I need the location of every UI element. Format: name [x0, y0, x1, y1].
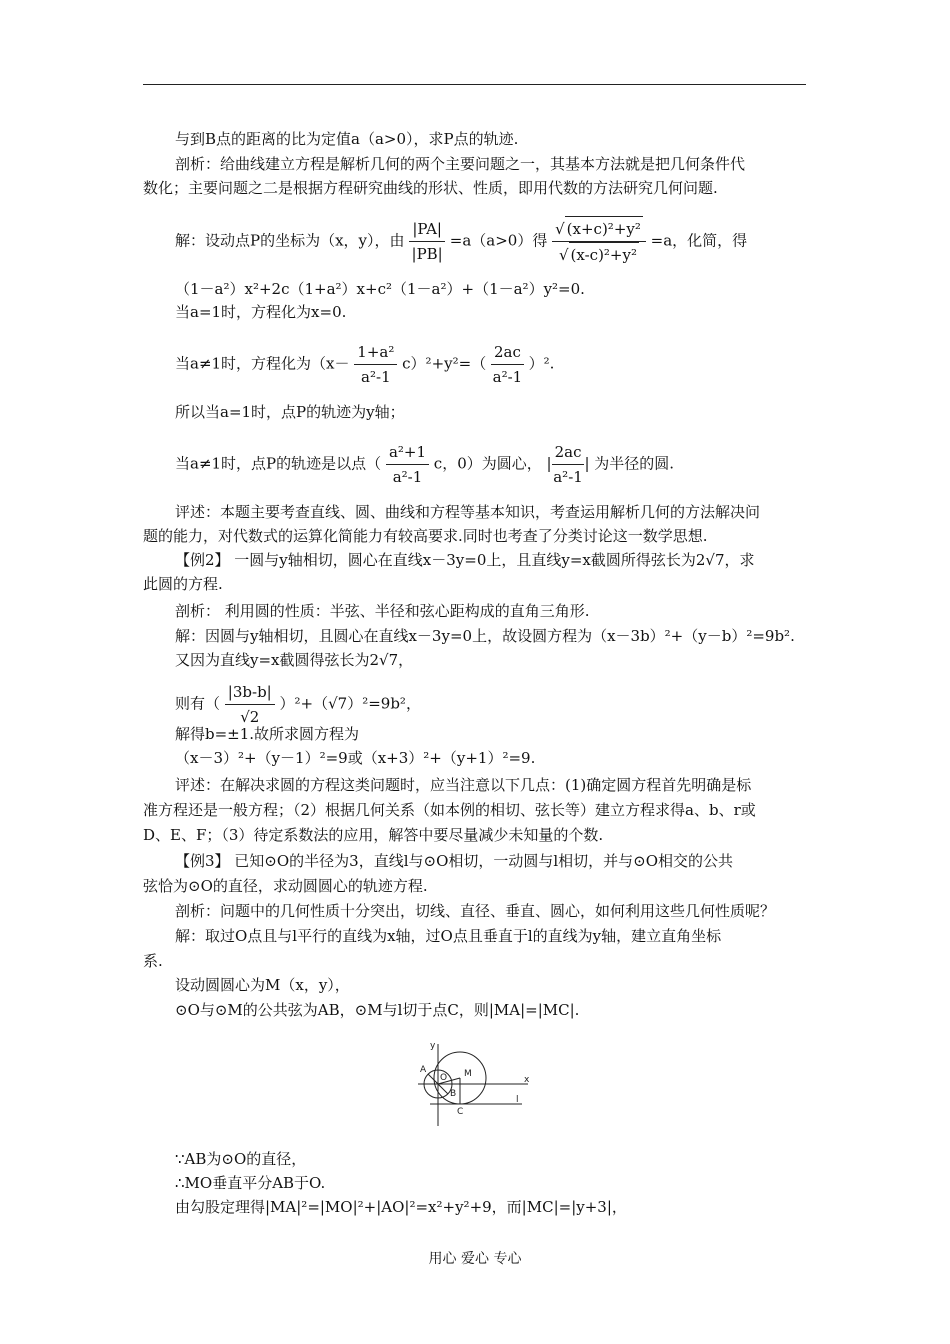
- text-line: 又因为直线y=x截圆得弦长为2√7，: [175, 651, 414, 669]
- label-o: O: [440, 1073, 448, 1083]
- text-segment: 解：设动点P的坐标为（x，y），由: [175, 231, 405, 250]
- text-line: D、E、F；（3）待定系数法的应用，解答中要尽量减少未知量的个数.: [143, 826, 604, 844]
- text-segment: 则有（: [175, 694, 221, 713]
- text-line: 解：取过O点且与l平行的直线为x轴，过O点且垂直于l的直线为y轴，建立直角坐标: [175, 927, 722, 945]
- label-l: l: [516, 1095, 519, 1105]
- text-line: ∴MO垂直平分AB于O.: [175, 1174, 326, 1192]
- text-line: 评述：在解决求圆的方程这类问题时，应当注意以下几点：(1)确定圆方程首先明确是标: [175, 776, 752, 794]
- label-c: C: [457, 1107, 464, 1117]
- text-line: 弦恰为⊙O的直径，求动圆圆心的轨迹方程.: [143, 877, 428, 895]
- equation-line: [175, 340, 554, 389]
- text-line: 所以当a=1时，点P的轨迹为y轴；: [175, 403, 405, 421]
- text-line: 解：因圆与y轴相切，且圆心在直线x－3y=0上，故设圆方程为（x－3b）²+（y－b）²=9b².: [175, 627, 795, 645]
- text-segment: =a（a>0）得: [449, 231, 548, 250]
- text-line: 题的能力，对代数式的运算化简能力有较高要求.同时也考查了分类讨论这一数学思想.: [143, 527, 708, 545]
- text-line: ⊙O与⊙M的公共弦为AB，⊙M与l切于点C，则|MA|=|MC|.: [175, 1001, 580, 1019]
- equation-line: 当a≠1时，点P的轨迹是以点（ $\frac{\text{a²+1}}{\text{a²-1}}$ c，0）为圆心， | $\frac{2ac}{\text{a²-1}}$ | 为半径的圆.: [175, 440, 674, 489]
- fraction-center: $\frac{\text{1+a²}}{\text{a²-1}}$: [354, 340, 397, 389]
- label-b: B: [450, 1089, 457, 1099]
- text-line: （x－3）²+（y－1）²=9或（x+3）²+（y+1）²=9.: [175, 749, 536, 767]
- text-segment: ）².: [528, 354, 555, 373]
- text-segment: 当a≠1时，方程化为（x－: [175, 354, 350, 373]
- label-y: y: [430, 1041, 436, 1051]
- text-line: 此圆的方程.: [143, 575, 223, 593]
- equation-line: [175, 680, 421, 729]
- text-line: （1－a²）x²+2c（1+a²）x+c²（1－a²）+（1－a²）y²=0.: [175, 280, 585, 298]
- text-line: 准方程还是一般方程；（2）根据几何关系（如本例的相切、弦长等）建立方程求得a、b、r或: [143, 801, 756, 819]
- page-footer: 用心 爱心 专心: [428, 1251, 522, 1267]
- text-line: 由勾股定理得|MA|²=|MO|²+|AO|²=x²+y²+9，而|MC|=|y+3|，: [175, 1198, 627, 1216]
- text-line: 评述：本题主要考查直线、圆、曲线和方程等基本知识，考查运用解析几何的方法解决问: [175, 503, 761, 521]
- text-line: 数化；主要问题之二是根据方程研究曲线的形状、性质，即用代数的方法研究几何问题.: [143, 179, 718, 197]
- solution-line: [175, 216, 747, 267]
- text-segment: ）²+（√7）²=9b²，: [279, 694, 421, 713]
- text-line: 剖析：问题中的几何性质十分突出，切线、直径、垂直、圆心，如何利用这些几何性质呢？: [175, 902, 776, 920]
- fraction-distance: $\frac{|3b-b|}{√2}$: [225, 680, 275, 729]
- text-segment: =a，化简，得: [650, 231, 748, 250]
- text-line: 系.: [143, 952, 163, 970]
- text-line: 解得b=±1.故所求圆方程为: [175, 725, 360, 743]
- example-heading: 【例3】 已知⊙O的半径为3，直线l与⊙O相切，一动圆与l相切，并与⊙O相交的公共: [175, 852, 734, 870]
- label-x: x: [524, 1075, 530, 1085]
- text-line: 设动圆圆心为M（x，y），: [175, 976, 350, 994]
- text-line: 与到B点的距离的比为定值a（a>0），求P点的轨迹.: [175, 130, 519, 148]
- text-segment: 为半径的圆.: [594, 454, 675, 473]
- text-line: 当a=1时，方程化为x=0.: [175, 303, 347, 321]
- fraction-radius: $\frac{2ac}{\text{a²-1}}$: [552, 440, 585, 489]
- text-segment: c，0）为圆心，: [433, 454, 542, 473]
- text-line: ∵AB为⊙O的直径，: [175, 1150, 307, 1168]
- fraction-radius: $\frac{2ac}{\text{a²-1}}$: [491, 340, 524, 389]
- header-rule: [143, 84, 806, 85]
- text-line: 剖析：给曲线建立方程是解析几何的两个主要问题之一，其基本方法就是把几何条件代: [175, 155, 746, 173]
- text-segment: 当a≠1时，点P的轨迹是以点（: [175, 454, 382, 473]
- fraction-root: $\frac{\text{√ (x+c)²+y²}}{\text{√ (x-c)²+y²}}$: [552, 216, 646, 267]
- label-m: M: [464, 1069, 472, 1079]
- example-heading: 【例2】 一圆与y轴相切，圆心在直线x－3y=0上，且直线y=x截圆所得弦长为2√7，求: [175, 551, 755, 569]
- geometry-figure: [410, 1040, 540, 1130]
- label-a: A: [420, 1065, 427, 1075]
- text-segment: c）²+y²=（: [402, 354, 487, 373]
- fraction-center: $\frac{\text{a²+1}}{\text{a²-1}}$: [386, 440, 429, 489]
- fraction-pa-pb: $\frac{|PA|}{|PB|}$: [409, 217, 445, 266]
- text-line: 剖析： 利用圆的性质：半弦、半径和弦心距构成的直角三角形.: [175, 602, 590, 620]
